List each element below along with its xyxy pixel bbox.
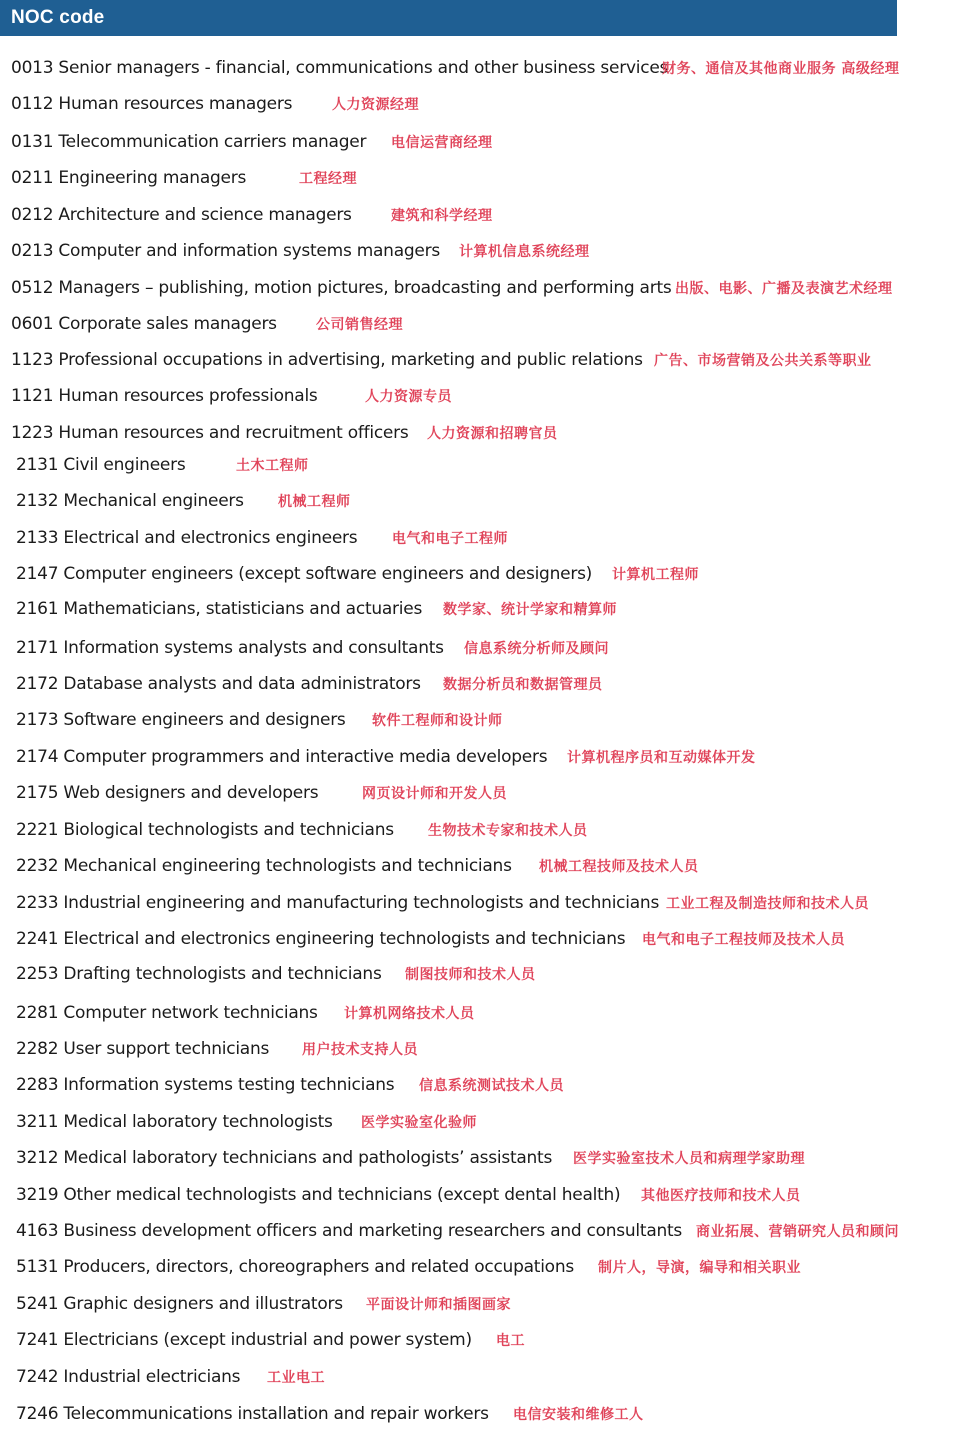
occupation-chinese-name: 财务、通信及其他商业服务 高级经理 — [662, 61, 900, 77]
occupation-row — [16, 1000, 968, 1026]
occupation-chinese-name: 出版、电影、广播及表演艺术经理 — [675, 281, 893, 297]
occupation-chinese-name: 工业工程及制造技师和技术人员 — [666, 896, 869, 912]
occupation-chinese-name: 用户技术支持人员 — [302, 1042, 418, 1058]
occupation-chinese-name: 网页设计师和开发人员 — [362, 786, 507, 802]
occupation-row — [11, 165, 968, 191]
occupation-english-name: 2253 Drafting technologists and technicians — [16, 964, 382, 984]
occupation-english-name: 2233 Industrial engineering and manufacturing technologists and technicians — [16, 893, 660, 913]
occupation-row — [16, 671, 968, 697]
occupation-chinese-name: 人力资源经理 — [332, 97, 419, 113]
occupation-row — [16, 1109, 968, 1135]
occupation-english-name: 0211 Engineering managers — [11, 168, 247, 188]
occupation-english-name: 2173 Software engineers and designers — [16, 710, 346, 730]
occupation-chinese-name: 医学实验室技术人员和病理学家助理 — [573, 1151, 805, 1167]
occupation-row — [16, 817, 968, 843]
occupation-english-name: 3212 Medical laboratory technicians and pathologists’ assistants — [16, 1148, 553, 1168]
occupation-row — [16, 1291, 968, 1317]
occupation-row — [11, 420, 968, 446]
occupation-english-name: 0212 Architecture and science managers — [11, 205, 352, 225]
occupation-english-name: 2283 Information systems testing technicians — [16, 1075, 395, 1095]
occupation-row — [16, 596, 968, 622]
occupation-chinese-name: 其他医疗技师和技术人员 — [641, 1188, 801, 1204]
occupation-chinese-name: 数据分析员和数据管理员 — [443, 677, 603, 693]
occupation-row — [16, 1072, 968, 1098]
occupation-chinese-name: 计算机信息系统经理 — [459, 244, 590, 260]
occupation-chinese-name: 人力资源专员 — [365, 389, 452, 405]
occupation-chinese-name: 建筑和科学经理 — [391, 208, 493, 224]
occupation-chinese-name: 医学实验室化验师 — [361, 1115, 477, 1131]
occupation-english-name: 2171 Information systems analysts and consultants — [16, 638, 444, 658]
occupation-chinese-name: 公司销售经理 — [316, 317, 403, 333]
occupation-row — [16, 1254, 968, 1280]
occupation-chinese-name: 信息系统测试技术人员 — [419, 1078, 564, 1094]
occupation-english-name: 0512 Managers – publishing, motion pictures, broadcasting and performing arts — [11, 278, 672, 298]
occupation-english-name: 0013 Senior managers - financial, communications and other business services — [11, 58, 669, 78]
occupation-row — [11, 129, 968, 155]
occupation-row — [16, 452, 968, 478]
occupation-row — [16, 635, 968, 661]
occupation-row — [16, 890, 968, 916]
occupation-english-name: 2131 Civil engineers — [16, 455, 186, 475]
occupation-row — [16, 561, 968, 587]
occupation-chinese-name: 软件工程师和设计师 — [372, 713, 503, 729]
occupation-chinese-name: 制片人，导演，编导和相关职业 — [598, 1260, 801, 1276]
occupation-row — [16, 1182, 968, 1208]
occupation-row — [16, 780, 968, 806]
occupation-row — [11, 202, 968, 228]
occupation-row — [16, 1145, 968, 1171]
occupation-row — [11, 238, 968, 264]
occupation-chinese-name: 计算机网络技术人员 — [344, 1006, 475, 1022]
occupation-english-name: 1223 Human resources and recruitment officers — [11, 423, 409, 443]
occupation-chinese-name: 工业电工 — [267, 1370, 325, 1386]
occupation-english-name: 4163 Business development officers and marketing researchers and consultants — [16, 1221, 683, 1241]
occupation-chinese-name: 广告、市场营销及公共关系等职业 — [654, 353, 872, 369]
occupation-row — [16, 1036, 968, 1062]
occupation-english-name: 1123 Professional occupations in advertising, marketing and public relations — [11, 350, 643, 370]
occupation-english-name: 2232 Mechanical engineering technologists and technicians — [16, 856, 512, 876]
occupation-english-name: 5241 Graphic designers and illustrators — [16, 1294, 343, 1314]
occupation-row — [11, 347, 968, 373]
occupation-english-name: 2282 User support technicians — [16, 1039, 270, 1059]
occupation-english-name: 7241 Electricians (except industrial and power system) — [16, 1330, 472, 1350]
occupation-chinese-name: 计算机工程师 — [612, 567, 699, 583]
occupation-english-name: 2175 Web designers and developers — [16, 783, 319, 803]
occupation-row — [16, 961, 968, 987]
occupation-row — [16, 744, 968, 770]
occupation-english-name: 0131 Telecommunication carriers manager — [11, 132, 367, 152]
occupation-row — [16, 1364, 968, 1390]
occupation-row — [11, 91, 968, 117]
occupation-english-name: 1121 Human resources professionals — [11, 386, 318, 406]
occupation-english-name: 0213 Computer and information systems managers — [11, 241, 440, 261]
occupation-row — [16, 926, 968, 952]
occupation-english-name: 3211 Medical laboratory technologists — [16, 1112, 333, 1132]
occupation-english-name: 3219 Other medical technologists and technicians (except dental health) — [16, 1185, 621, 1205]
occupation-english-name: 2241 Electrical and electronics engineering technologists and technicians — [16, 929, 626, 949]
occupation-english-name: 0112 Human resources managers — [11, 94, 293, 114]
occupation-english-name: 2161 Mathematicians, statisticians and actuaries — [16, 599, 423, 619]
occupation-row — [16, 707, 968, 733]
occupation-english-name: 2281 Computer network technicians — [16, 1003, 318, 1023]
occupation-row — [16, 1401, 968, 1427]
occupation-chinese-name: 平面设计师和插图画家 — [366, 1297, 511, 1313]
occupation-chinese-name: 计算机程序员和互动媒体开发 — [567, 750, 756, 766]
occupation-chinese-name: 人力资源和招聘官员 — [427, 426, 558, 442]
occupation-english-name: 7246 Telecommunications installation and repair workers — [16, 1404, 489, 1424]
occupation-english-name: 2221 Biological technologists and technicians — [16, 820, 394, 840]
occupation-row — [16, 525, 968, 551]
occupation-english-name: 2133 Electrical and electronics engineers — [16, 528, 358, 548]
occupation-chinese-name: 土木工程师 — [236, 458, 309, 474]
occupation-english-name: 2147 Computer engineers (except software engineers and designers) — [16, 564, 593, 584]
occupation-row — [16, 1218, 968, 1244]
occupation-chinese-name: 机械工程师 — [278, 494, 351, 510]
occupation-chinese-name: 生物技术专家和技术人员 — [428, 823, 588, 839]
occupation-row — [11, 55, 968, 81]
header-title: NOC code — [11, 7, 105, 28]
occupation-row — [16, 488, 968, 514]
occupation-row — [11, 275, 968, 301]
occupation-chinese-name: 电工 — [496, 1333, 525, 1349]
occupation-chinese-name: 制图技师和技术人员 — [405, 967, 536, 983]
occupation-chinese-name: 电信运营商经理 — [391, 135, 493, 151]
occupation-row — [11, 383, 968, 409]
occupation-english-name: 0601 Corporate sales managers — [11, 314, 277, 334]
occupation-chinese-name: 机械工程技师及技术人员 — [539, 859, 699, 875]
occupation-row — [16, 1327, 968, 1353]
occupation-english-name: 2172 Database analysts and data administrators — [16, 674, 421, 694]
occupation-row — [11, 311, 968, 337]
occupation-english-name: 2132 Mechanical engineers — [16, 491, 244, 511]
occupation-chinese-name: 电信安装和维修工人 — [513, 1407, 644, 1423]
occupation-english-name: 5131 Producers, directors, choreographers and related occupations — [16, 1257, 574, 1277]
occupation-chinese-name: 数学家、统计学家和精算师 — [443, 602, 617, 618]
occupation-chinese-name: 工程经理 — [299, 171, 357, 187]
occupation-row — [16, 853, 968, 879]
occupation-english-name: 2174 Computer programmers and interactive media developers — [16, 747, 548, 767]
occupation-english-name: 7242 Industrial electricians — [16, 1367, 241, 1387]
occupation-chinese-name: 信息系统分析师及顾问 — [464, 641, 609, 657]
occupation-chinese-name: 商业拓展、营销研究人员和顾问 — [696, 1224, 899, 1240]
occupation-chinese-name: 电气和电子工程师 — [392, 531, 508, 547]
occupation-chinese-name: 电气和电子工程技师及技术人员 — [642, 932, 845, 948]
